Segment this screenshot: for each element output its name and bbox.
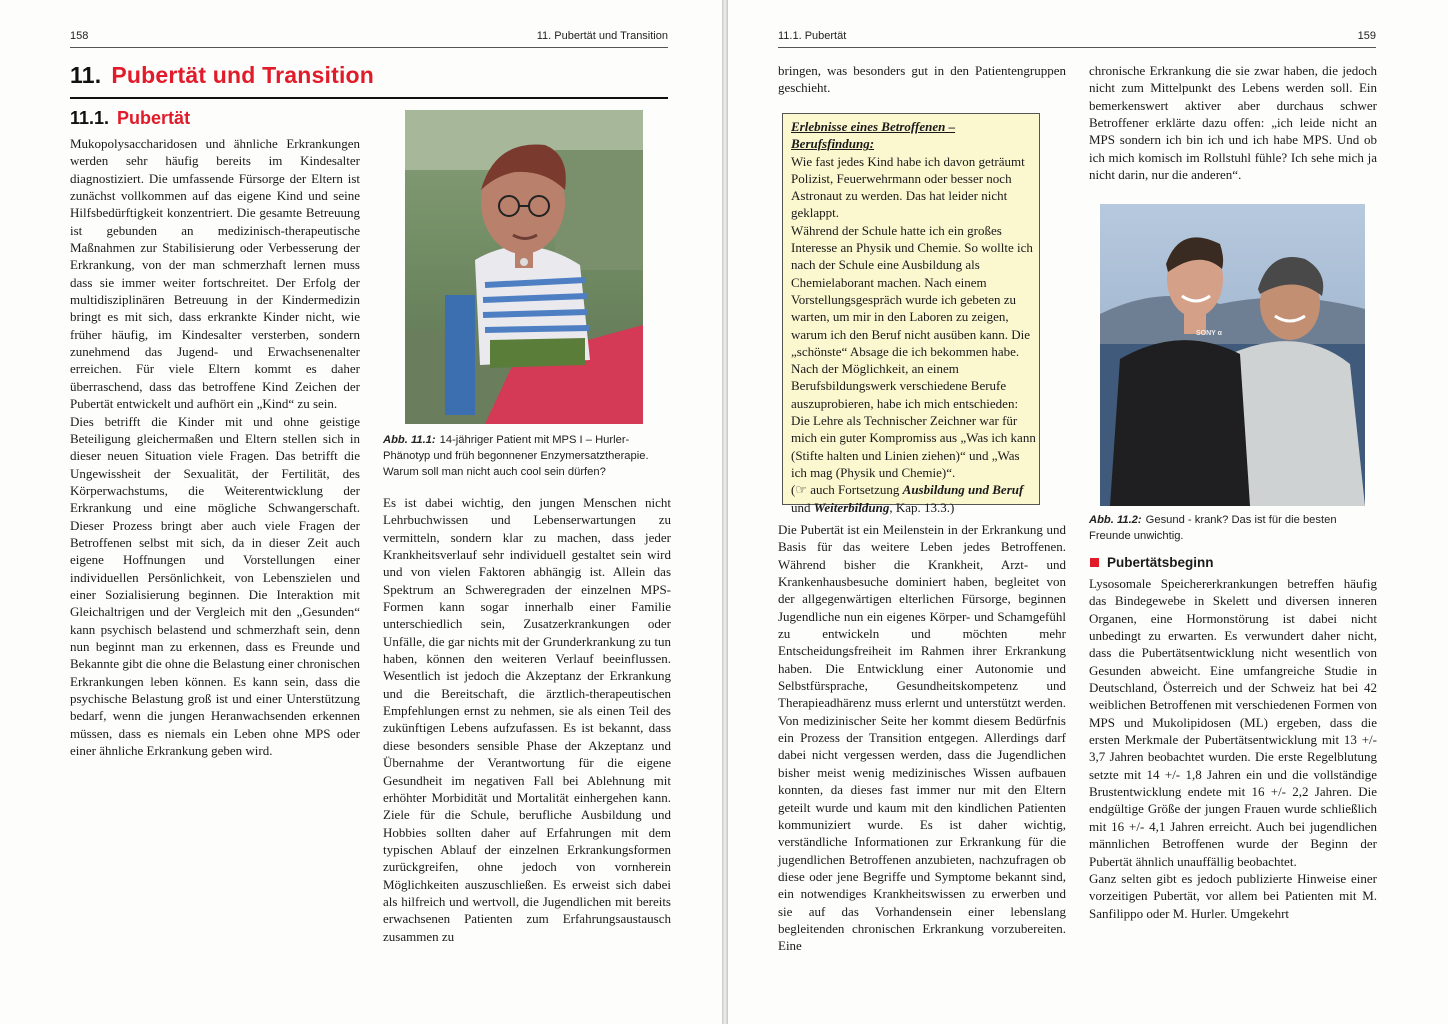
- header-rule: [778, 47, 1376, 48]
- right-column-2-intro: [1089, 62, 1377, 183]
- friends-photo-image: [1100, 204, 1365, 506]
- figure-11-1-photo: [405, 110, 643, 424]
- ref-link-ausbildung[interactable]: Ausbildung und Beruf: [902, 482, 1024, 498]
- box-paragraph: Wie fast jedes Kind habe ich davon geträumt Polizist, Feuerwehrmann oder besser noch Astronaut zu werden. Das hat leider nicht geklappt.: [791, 153, 1025, 221]
- box-paragraph: Während der Schule hatte ich ein großes Interesse an Physik und Chemie. So wollte ich nach der Schule eine Ausbildung als Chemielaborant machen. Nach einem Vorstellungsgespräch wurde ich gebeten zu warten, um mir in den Laboren zu zeigen, warum ich den Beruf nicht ausüben kann. Die „schönste“ Absage die ich bekommen habe.: [791, 222, 1033, 359]
- sony-logo-text: SONY α: [1196, 330, 1222, 337]
- figure-label: Abb. 11.2:: [1089, 514, 1142, 526]
- paragraph: Lysosomale Speichererkrankungen betreffen häufig das Bindegewebe in Skelett und diversen inneren Organen, eine Hormonstörung ist dabei nicht unbedingt zu erwarten. Es verwundert daher nicht, dass die Pubertätsentwicklung nicht wesentlich von Gesunden abweicht. Eine umfangreiche Studie in Deutschland, Österreich und der Schweiz hat bei 42 weiblichen Betroffenen mit verschiedenen Formen von MPS und Mukolipidosen (ML) ergeben, dass die ersten Merkmale der Pubertätsentwicklung mit 13 +/- 3,7 Jahren beobachtet wurden. Die erste Regelblutung setzte mit 14 +/- 1,8 Jahren ein und die vollständige Brustentwicklung endete mit 16 +/- 2,2 Jahren. Die endgültige Größe der jungen Frauen wurde schließlich mit 16 +/- 4,1 Jahren erreicht. Auch bei jugendlichen männlichen Betroffenen wurde der Beginn der Pubertät ähnlich unauffällig beobachtet.: [1089, 576, 1377, 869]
- box-reference: [791, 481, 1037, 516]
- section-title: [70, 108, 190, 129]
- right-column-1: [778, 521, 1066, 955]
- chapter-number: 11.: [70, 62, 102, 88]
- right-column-2: [1089, 575, 1377, 922]
- paragraph: Die Pubertät ist ein Meilenstein in der Erkrankung und Basis für das weitere Leben jedes Betroffenen. Während bisher die Krankheit, Arzt- und Krankenhausbesuche dominiert haben, begleitet von der allgegenwärtigen elterlichen Fürsorge, beginnen Jugendliche nun ein eigenes Körper- und Schamgefühl zu entwickeln und möchten mehr Entscheidungsfreiheit im Rahmen ihrer Erkrankung haben. Die Entwicklung einer Autonomie und Selbstfürsprache, Gesundheitskompetenz und Therapieadhärenz muss erlernt und unterstützt werden. Von medizinischer Seite her kommt diesem Bedürfnis ein Prozess der Transition entgegen. Allerdings darf dabei nicht vergessen werden, dass die Jugendlichen bisher meist wenig medizinisches Wissen aufbauen konnten, da dieses fast immer nur mit den Eltern geteilt wurde und kaum mit den kindlichen Patienten kommuniziert wurde. Es ist daher wichtig, verständliche Informationen zur Erkrankung für die jugendlichen Betroffenen anzubieten, nachzufragen ob diese oder jene Begriffe und Symptome bekannt sind, ein notwendiges Krankheitswissen zu erwerben und sie auf das Vorhandensein einer lebenslang begleitenden chronischen Erkrankung vorzubereiten. Eine: [778, 522, 1066, 954]
- subsection-heading: [1090, 555, 1214, 570]
- patient-photo-image: [405, 110, 643, 424]
- subsection-title: Pubertätsbeginn: [1107, 555, 1214, 570]
- figure-11-1-caption: [383, 432, 671, 480]
- ref-prefix: (☞ auch Fortsetzung: [791, 482, 903, 498]
- section-number: 11.1.: [70, 108, 110, 128]
- paragraph: Ganz selten gibt es jedoch publizierte Hinweise einer vorzeitigen Pubertät, vor allem bei Patienten mit M. Sanfilippo oder M. Hurler. Umgekehrt: [1089, 870, 1377, 921]
- ref-mid: und: [791, 499, 814, 515]
- running-header: 11.1. Pubertät: [778, 30, 847, 42]
- caption-text: 14-jähriger Patient mit MPS I – Hurler-Phänotyp und früh begonnener Enzymersatztherapie. Warum soll man nicht auch cool sein dürfen?: [383, 434, 649, 478]
- running-header: 11. Pubertät und Transition: [536, 30, 668, 42]
- right-column-1-intro: [778, 62, 1066, 97]
- paragraph: chronische Erkrankung die sie zwar haben, die jedoch nicht zum Mittelpunkt des Lebens werden soll. Ein bemerkenswert aktiver aber durchaus schwer Betroffener erklärte dazu offen: „ich leide nicht an MPS sondern ich bin ich und ich habe MPS. Und ob ich mich komisch im Rollstuhl fühle? Ich sehe mich ja nicht darin, nur die anderen“.: [1089, 63, 1377, 183]
- chapter-rule: [70, 97, 668, 99]
- page-number: 158: [70, 30, 89, 42]
- figure-11-2-caption: [1089, 512, 1379, 544]
- experience-box: [782, 113, 1040, 515]
- figure-11-2-photo: [1100, 204, 1365, 506]
- figure-label: Abb. 11.1:: [383, 434, 436, 446]
- red-square-icon: [1090, 558, 1099, 567]
- box-title: Erlebnisse eines Betroffenen – Berufsfindung:: [791, 119, 956, 152]
- paragraph: Mukopolysaccharidosen und ähnliche Erkrankungen werden sehr häufig bereits im Kindesalter diagnostiziert. Die umfassende Fürsorge der Eltern ist zunächst vollkommen auf das eigene Kind und seine Hilfsbedürftigkeit konzentriert. Die gesamte Betreuung ist gebunden an medizinisch-therapeutische Maßnahmen zur Stabilisierung oder Verbesserung der Erkrankung, von der man schmerzhaft lernen muss dass sie immer weiter fortschreitet. Der Erfolg der multidisziplinären Betreuung in der Kindermedizin bringt es mit sich, dass erkrankte Kinder nicht, wie früher häufig, im Kindesalter versterben, sondern zunehmend das Jugend- und Erwachsenenalter erreichen. Für viele Eltern kommt es daher überraschend, dass das betroffene Kind Zeichen der Pubertät entwickelt und aufhört ein „Kind“ zu sein.: [70, 136, 360, 412]
- box-paragraph: Nach der Möglichkeit, an einem Berufsbildungswerk verschiedene Berufe auszuprobieren, habe ich mich entschieden: Die Lehre als Technischer Zeichner war für mich ein guter Kompromiss aus „Was ich kann (Stifte halten und Linien ziehen)“ und „Was ich mag (Physik und Chemie)“.: [791, 361, 1036, 480]
- experience-box-content: [791, 118, 1037, 516]
- paragraph: bringen, was besonders gut in den Patientengruppen geschieht.: [778, 63, 1066, 96]
- paragraph: Es ist dabei wichtig, den jungen Menschen nicht Lehrbuchwissen und Lebenserwartungen zu vermitteln, sondern klar zu machen, dass jeder Krankheitsverlauf sehr individuell gestaltet sein wird und von vielen Faktoren abhängig ist. Allein das Spektrum an Schweregraden der einzelnen MPS-Formen kann sogar innerhalb einer Familie unterschiedlich sein, Zusatzerkrankungen oder Unfälle, die gar nichts mit der Grunderkrankung zu tun haben, können den weiteren Verlauf beeinflussen. Wesentlich ist jedoch die Akzeptanz der Erkrankung und die Bereitschaft, die ärztlich-therapeutischen Empfehlungen ernst zu nehmen, sie als einen Teil des zukünftigen Lebens aufzufassen. Es ist bekannt, dass diese besonders sensible Phase der Akzeptanz und Übernahme der Verantwortung für die eigene Gesundheit im negativen Fall bei Ablehnung mit erhöhter Morbidität und Mortalität einhergehen kann. Ziele für die Schule, berufliche Ausbildung und Hobbies sollten daher auf Erfahrungen mit dem typischen Ablauf der einzelnen Erkrankungsformen zurückgreifen, ohne jedoch von vornherein Möglichkeiten auszuschließen. Es erweist sich dabei als hilfreich und wertvoll, die Jugendlichen mit bereits erwachsenen Patienten zum Erfahrungsaustausch zusammen zu: [383, 495, 671, 944]
- page-number: 159: [1357, 30, 1376, 42]
- chapter-title-text: Pubertät und Transition: [111, 62, 375, 88]
- ref-suffix: , Kap. 13.3.): [889, 499, 955, 515]
- paragraph: Dies betrifft die Kinder mit und ohne geistige Beteiligung gleichermaßen und Eltern stellen sich in dieser neuen Situation viele Fragen. Das betrifft die Ungewissheit der Sexualität, der Fertilität, des Körperwachstums, die Weiterentwicklung der Erkrankung und eine mögliche Schwangerschaft. Dieser Prozess bringt aber auch viele Fragen der Betroffenen selbst mit sich, da in dieser Zeit auch eigene Hoffnungen und Vorstellungen einer individuellen Persönlichkeit, von Lebenszielen und einer Sozialisierung beginnen. Die Interaktion mit Gleichaltrigen und der Vergleich mit den „Gesunden“ kann psychisch belastend und schmerzhaft sein, denn nun beginnt man zu erkennen, dass es Freunde und Bekannte gibt die ohne die Belastung einer chronischen Erkrankungen leben können. Es kann sein, dass die psychische Belastung groß ist und einer Unterstützung bedarf, wenn die jungen Heranwachsenden erkennen müssen, dass es niemals ein Leben ohne MPS oder einer ähnliche Erkrankung geben wird.: [70, 413, 360, 759]
- left-page: [0, 0, 722, 1024]
- section-title-text: Pubertät: [117, 108, 191, 128]
- header-rule: [70, 47, 668, 48]
- caption-text: Gesund - krank? Das ist für die besten Freunde unwichtig.: [1089, 514, 1337, 542]
- right-page: [728, 0, 1448, 1024]
- left-column-2: [383, 494, 671, 945]
- ref-link-weiterbildung[interactable]: Weiterbildung: [813, 499, 890, 515]
- left-column-1: [70, 135, 360, 759]
- chapter-title: [70, 62, 374, 89]
